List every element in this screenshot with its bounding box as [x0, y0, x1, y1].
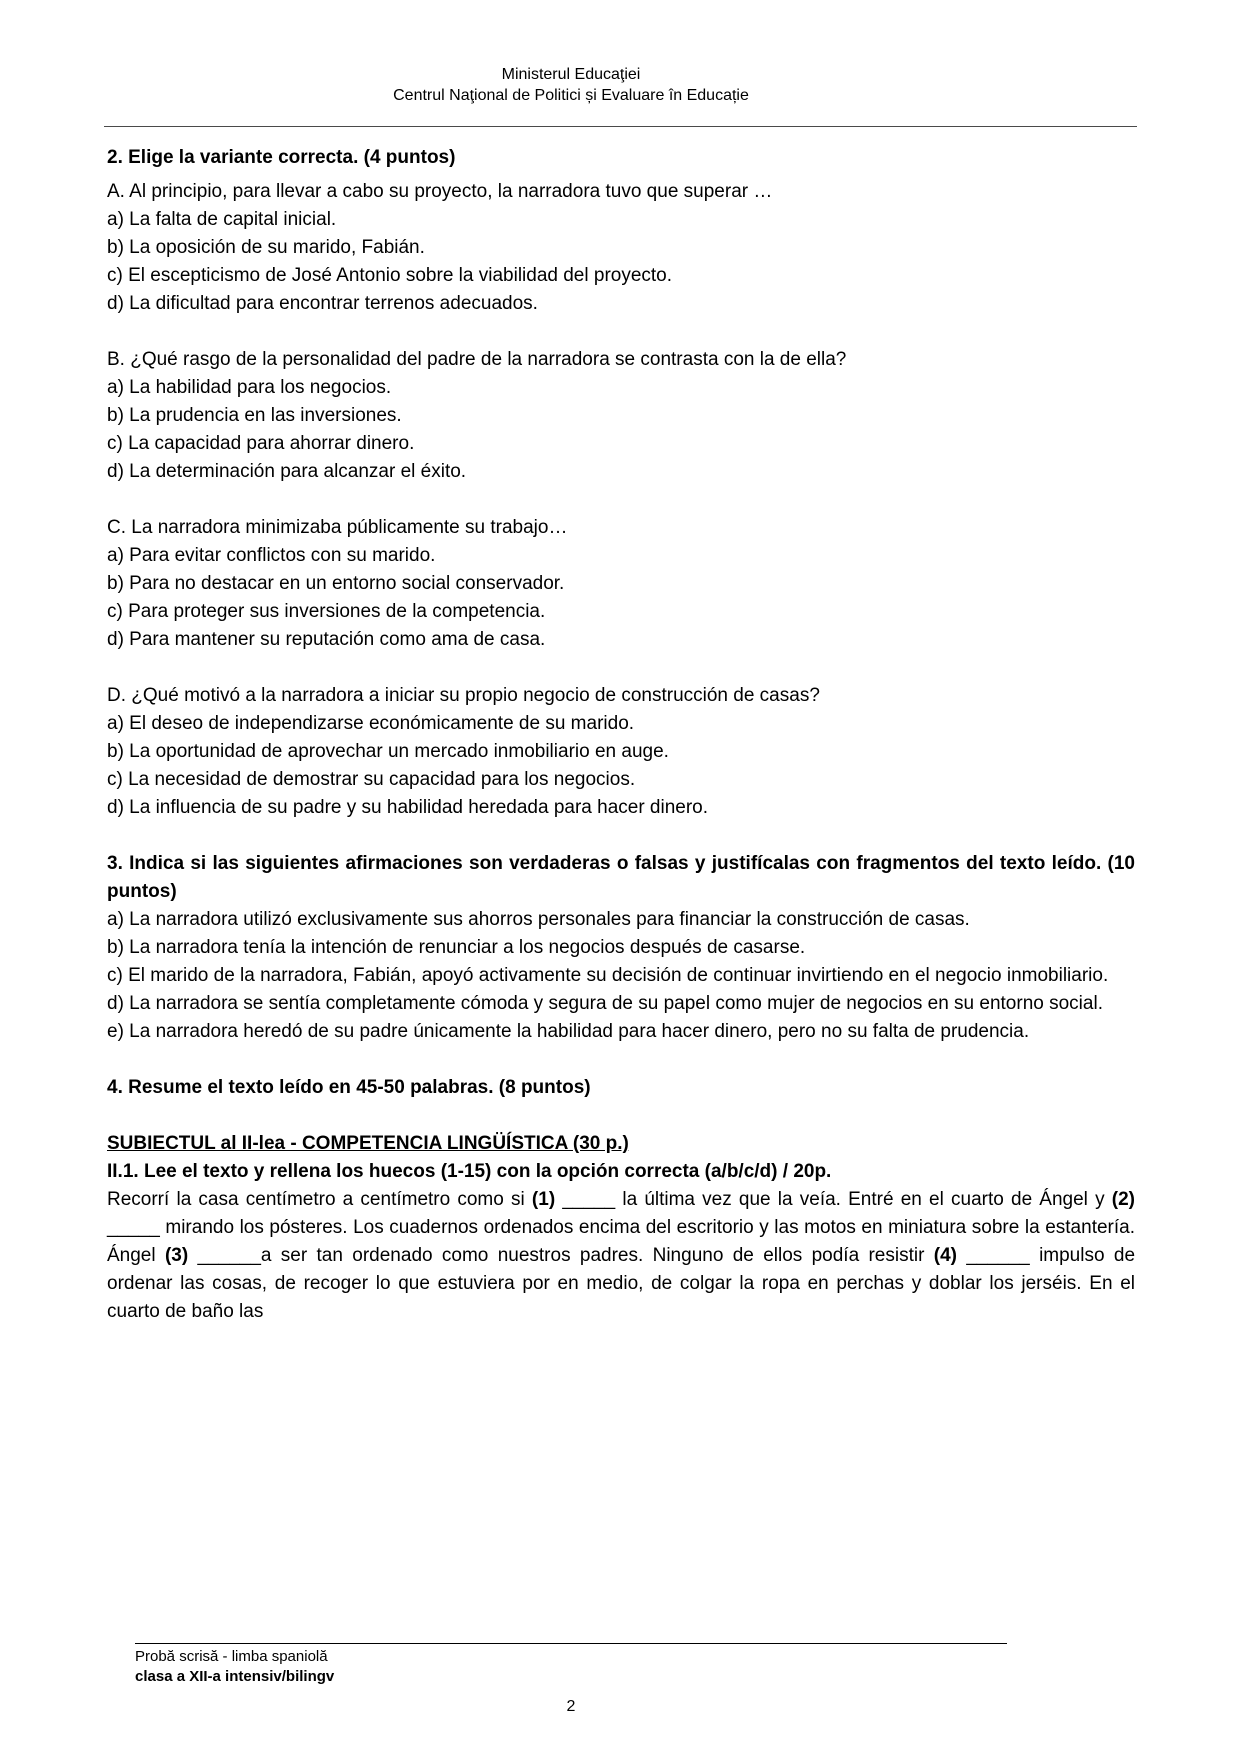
option-a-b: b) La oposición de su marido, Fabián.	[107, 237, 425, 258]
statement-a: a) La narradora utilizó exclusivamente sus ahorros personales para financiar la construcción de casas.	[107, 909, 970, 930]
cloze-segment: ______a ser tan ordenado como nuestros padres. Ninguno de ellos podía resistir	[188, 1245, 934, 1266]
question2-title: 2. Elige la variante correcta. (4 puntos)	[107, 147, 456, 168]
option-a-c: c) El escepticismo de José Antonio sobre la viabilidad del proyecto.	[107, 265, 673, 286]
statement-c: c) El marido de la narradora, Fabián, apoyó activamente su decisión de continuar invirtiendo en el negocio inmobiliario.	[107, 965, 1109, 986]
statement-b: b) La narradora tenía la intención de renunciar a los negocios después de casarse.	[107, 937, 806, 958]
option-c-c: c) Para proteger sus inversiones de la competencia.	[107, 601, 546, 622]
cloze-segment: Recorrí la casa centímetro a centímetro como si	[107, 1189, 532, 1210]
footer-rule	[135, 1643, 1007, 1644]
document-footer	[135, 1643, 1007, 1717]
center-name: Centrul Naţional de Politici și Evaluare în Educație	[393, 87, 749, 104]
document-body	[107, 144, 1135, 1326]
option-c-d: d) Para mantener su reputación como ama de casa.	[107, 629, 546, 650]
question2-item-b	[107, 346, 1135, 486]
cloze-gap-number-1: (1)	[531, 1189, 556, 1210]
option-b-d: d) La determinación para alcanzar el éxito.	[107, 461, 467, 482]
option-d-b: b) La oportunidad de aprovechar un mercado inmobiliario en auge.	[107, 741, 669, 762]
ministry-name: Ministerul Educaţiei	[501, 66, 641, 83]
option-b-a: a) La habilidad para los negocios.	[107, 377, 392, 398]
cloze-segment: _____ la última vez que la veía. Entré en el cuarto de Ángel y	[555, 1189, 1112, 1210]
option-d-d: d) La influencia de su padre y su habilidad heredada para hacer dinero.	[107, 797, 709, 818]
cloze-gap-number-4: (4)	[933, 1245, 957, 1266]
cloze-gap-number-3: (3)	[164, 1245, 189, 1266]
cloze-segment: ______ impulso de ordenar las cosas, de recoger lo que estuviera por en medio, de colgar la ropa en perchas y doblar los jerséis. En el cuarto de baño las	[107, 1245, 1136, 1322]
cloze-segment: _____ mirando los pósteres. Los cuadernos ordenados encima del escritorio y las motos en miniatura sobre la estantería. Ángel	[107, 1217, 1135, 1266]
question-stem-c: C. La narradora minimizaba públicamente su trabajo…	[107, 517, 568, 538]
question4-title: 4. Resume el texto leído en 45-50 palabras. (8 puntos)	[107, 1077, 591, 1098]
question2-item-a	[107, 178, 1135, 318]
statement-d: d) La narradora se sentía completamente cómoda y segura de su papel como mujer de negocios en su entorno social.	[107, 993, 1103, 1014]
cloze-gap-number-2: (2)	[1111, 1189, 1135, 1210]
option-a-a: a) La falta de capital inicial.	[107, 209, 337, 230]
option-d-c: c) La necesidad de demostrar su capacidad para los negocios.	[107, 769, 636, 790]
footer-class: clasa a XII-a intensiv/bilingv	[135, 1668, 335, 1685]
question2-item-c	[107, 514, 1135, 654]
footer-exam-type: Probă scrisă - limba spaniolă	[135, 1648, 328, 1665]
page-number: 2	[566, 1698, 576, 1715]
question3-title: 3. Indica si las siguientes afirmaciones son verdaderas o falsas y justifícalas con fragmentos del texto leído. (10 puntos)	[107, 853, 1135, 902]
option-a-d: d) La dificultad para encontrar terrenos adecuados.	[107, 293, 538, 314]
question-stem-a: A. Al principio, para llevar a cabo su proyecto, la narradora tuvo que superar …	[107, 181, 773, 202]
document-header	[107, 64, 1035, 106]
option-d-a: a) El deseo de independizarse económicamente de su marido.	[107, 713, 635, 734]
cloze-paragraph	[107, 1186, 1135, 1326]
header-rule	[104, 126, 1137, 127]
question-stem-b: B. ¿Qué rasgo de la personalidad del padre de la narradora se contrasta con la de ella?	[107, 349, 847, 370]
section2-heading: SUBIECTUL al II-lea - COMPETENCIA LINGÜÍSTICA (30 p.)	[107, 1133, 629, 1154]
question2-item-d	[107, 682, 1135, 822]
question-stem-d: D. ¿Qué motivó a la narradora a iniciar su propio negocio de construcción de casas?	[107, 685, 820, 706]
option-b-b: b) La prudencia en las inversiones.	[107, 405, 402, 426]
option-c-a: a) Para evitar conflictos con su marido.	[107, 545, 436, 566]
statement-e: e) La narradora heredó de su padre únicamente la habilidad para hacer dinero, pero no su falta de prudencia.	[107, 1021, 1030, 1042]
option-c-b: b) Para no destacar en un entorno social conservador.	[107, 573, 565, 594]
option-b-c: c) La capacidad para ahorrar dinero.	[107, 433, 415, 454]
section2-subheading: II.1. Lee el texto y rellena los huecos (1-15) con la opción correcta (a/b/c/d) / 20p.	[107, 1161, 832, 1182]
